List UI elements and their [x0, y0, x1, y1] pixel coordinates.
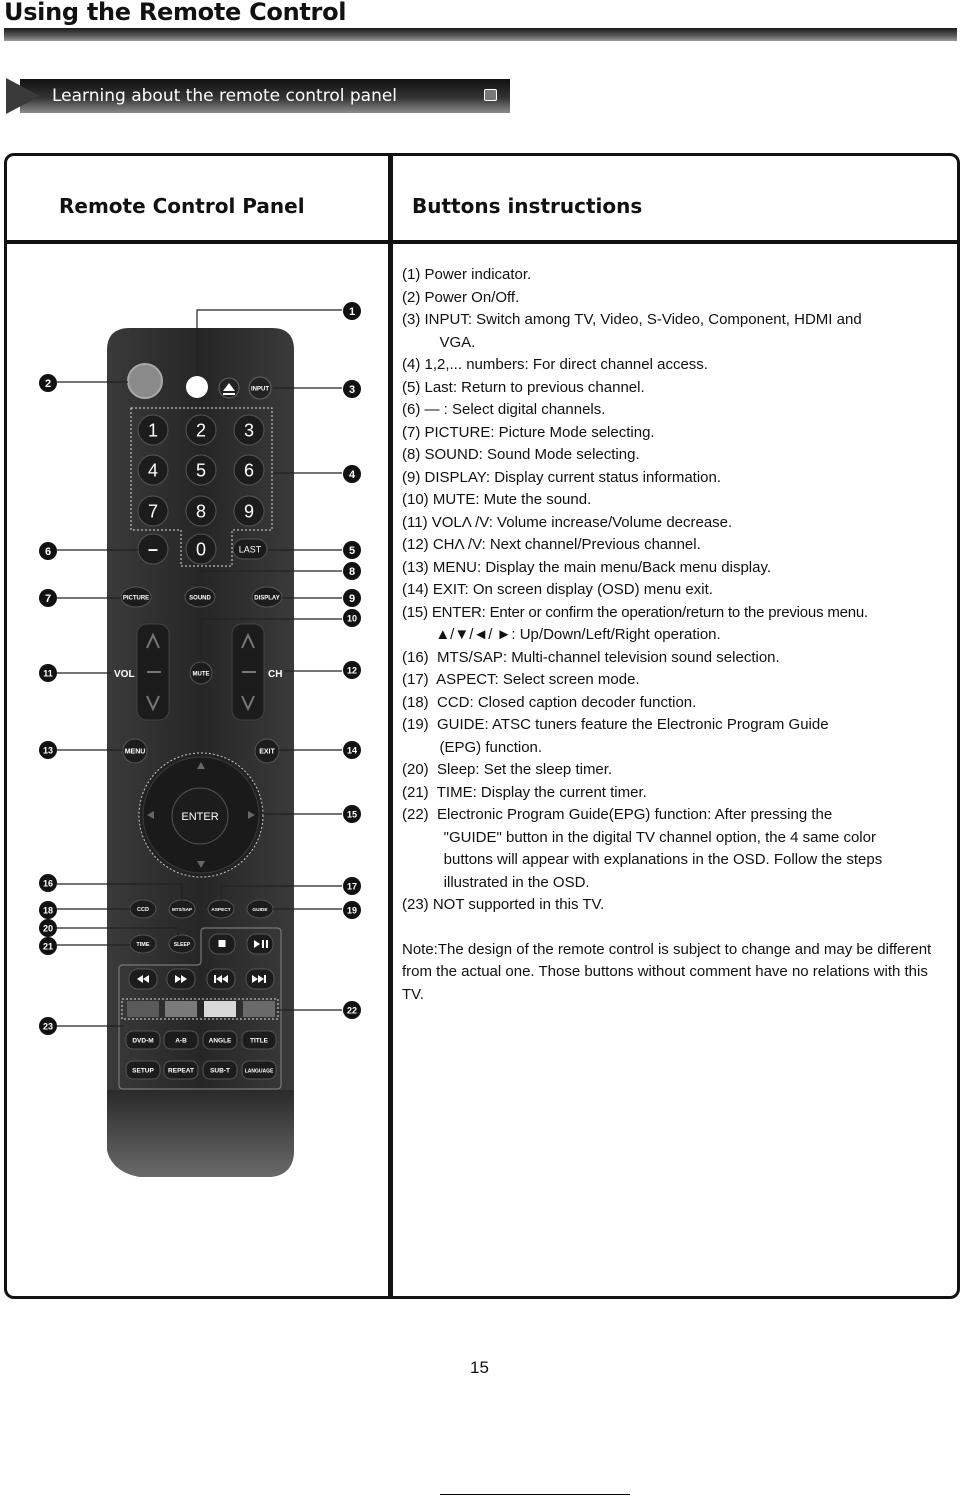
callout-number: 2: [44, 378, 52, 390]
title-label: TITLE: [249, 1037, 269, 1045]
callout-number: 23: [42, 1021, 54, 1032]
digit-label: 7: [147, 501, 159, 522]
callout-number: 1: [348, 306, 356, 318]
enter-button-label: ENTER: [181, 811, 219, 823]
digit-label: 1: [147, 420, 159, 441]
instruction-line: (12) CHΛ /V: Next channel/Previous channel.: [402, 536, 701, 553]
language-label: LANGUAGE: [244, 1068, 274, 1075]
instruction-line: ▲/▼/◄/ ►: Up/Down/Left/Right operation.: [402, 626, 721, 643]
power-indicator: [186, 376, 208, 398]
right-column-header: Buttons instructions: [412, 194, 643, 218]
digit-label: 8: [195, 501, 207, 522]
setup-label: SETUP: [132, 1067, 154, 1075]
instruction-line: (3) INPUT: Switch among TV, Video, S-Video, Component, HDMI and: [402, 311, 862, 328]
instruction-line: (10) MUTE: Mute the sound.: [402, 491, 592, 508]
button-instructions: [402, 264, 952, 1006]
callout-number: 11: [43, 668, 53, 679]
digit-label: 2: [195, 420, 207, 441]
menu-button-label: MENU: [124, 748, 146, 756]
instruction-line: (EPG) function.: [402, 738, 543, 756]
zero-label: 0: [195, 539, 207, 560]
callout-number: 22: [346, 1005, 358, 1016]
ccd-button-label: CCD: [137, 907, 149, 913]
instruction-line: "GUIDE" button in the digital TV channel option, the 4 same color: [402, 828, 876, 846]
mode-buttons: [121, 587, 282, 607]
repeat-label: REPEAT: [168, 1067, 194, 1075]
instruction-line: (6) — : Select digital channels.: [402, 401, 606, 418]
callout-number: 3: [348, 384, 356, 396]
footer-rule: [440, 1494, 630, 1495]
digit-label: 9: [243, 501, 255, 522]
instruction-line: (18) CCD: Closed caption decoder function.: [402, 693, 697, 711]
instruction-line: (19) GUIDE: ATSC tuners feature the Electronic Program Guide: [402, 716, 829, 733]
instruction-line: (20) Sleep: Set the sleep timer.: [402, 761, 613, 778]
instruction-line: (22) Electronic Program Guide(EPG) function: After pressing the: [402, 806, 833, 823]
instruction-line: (11) VOLΛ /V: Volume increase/Volume decrease.: [402, 513, 733, 531]
ch-label: CH: [268, 669, 283, 680]
instruction-line: (2) Power On/Off.: [402, 288, 520, 306]
callout-number: 15: [346, 809, 358, 820]
callout-number: 7: [44, 593, 52, 605]
instruction-line: (14) EXIT: On screen display (OSD) menu exit.: [402, 581, 713, 598]
instruction-line: illustrated in the OSD.: [402, 873, 590, 891]
callout-number: 6: [44, 546, 52, 558]
callout-number: 13: [42, 745, 54, 756]
last-button-label: LAST: [238, 544, 262, 555]
instruction-line: (1) Power indicator.: [402, 266, 532, 283]
instruction-line: VGA.: [402, 333, 476, 351]
color-button-blue: [243, 1001, 275, 1017]
display-button-label: DISPLAY: [254, 595, 280, 602]
instruction-line: (4) 1,2,... numbers: For direct channel access.: [402, 356, 708, 373]
design-note: Note:The design of the remote control is subject to change and may be different from the actual one. Those buttons without comment have no relations with this TV.: [402, 940, 932, 1003]
instruction-line: (8) SOUND: Sound Mode selecting.: [402, 446, 640, 463]
page-title: Using the Remote Control: [4, 0, 347, 26]
mute-button-label: MUTE: [192, 671, 210, 678]
instruction-line: (7) PICTURE: Picture Mode selecting.: [402, 423, 655, 441]
callout-number: 17: [346, 881, 358, 892]
picture-button-label: PICTURE: [122, 595, 150, 602]
callout-number: 18: [42, 905, 54, 916]
instruction-line: (13) MENU: Display the main menu/Back menu display.: [402, 558, 772, 576]
instruction-line: (23) NOT supported in this TV.: [402, 896, 605, 913]
dash-label: –: [147, 539, 159, 559]
aspect-button-label: ASPECT: [211, 908, 231, 913]
digit-label: 6: [243, 460, 255, 481]
callout-number: 16: [42, 878, 54, 889]
input-button-label: INPUT: [251, 386, 269, 393]
angle-label: ANGLE: [208, 1037, 232, 1045]
left-column-header: Remote Control Panel: [59, 194, 305, 218]
callout-number: 8: [348, 566, 356, 578]
time-button-label: TIME: [136, 942, 150, 948]
section-banner-label: Learning about the remote control panel: [52, 86, 398, 106]
exit-button-label: EXIT: [259, 748, 275, 756]
guide-button-label: GUIDE: [252, 908, 268, 913]
sound-button-label: SOUND: [189, 595, 211, 602]
callout-number: 10: [346, 613, 358, 624]
digit-label: 4: [147, 460, 159, 481]
callout-number: 21: [42, 941, 54, 952]
remote-body-bottom: [107, 1090, 294, 1177]
instruction-line: (15) ENTER: Enter or confirm the operation/return to the previous menu.: [402, 603, 869, 621]
callout-number: 4: [348, 469, 356, 481]
stop-icon: [219, 940, 226, 947]
page-number: 15: [470, 1358, 489, 1377]
color-button-green: [165, 1001, 197, 1017]
sleep-button-label: SLEEP: [173, 942, 191, 948]
mts-sap-button-label: MTS/SAP: [171, 907, 193, 912]
callout-number: 20: [42, 923, 54, 934]
callout-number: 19: [346, 905, 358, 916]
callout-number: 9: [348, 593, 356, 605]
dvd-m-label: DVD-M: [132, 1037, 154, 1045]
instruction-line: (5) Last: Return to previous channel.: [402, 378, 645, 396]
instruction-line: (9) DISPLAY: Display current status information.: [402, 468, 722, 486]
color-button-red: [127, 1001, 159, 1017]
digit-label: 5: [195, 460, 207, 481]
digit-label: 3: [243, 420, 255, 441]
a-b-label: A-B: [175, 1037, 187, 1045]
instruction-line: buttons will appear with explanations in the OSD. Follow the steps: [402, 851, 883, 868]
callout-number: 14: [346, 745, 358, 756]
instruction-line: (21) TIME: Display the current timer.: [402, 783, 647, 801]
callout-number: 5: [348, 545, 356, 557]
sub-t-label: SUB-T: [210, 1067, 230, 1075]
instruction-line: (17) ASPECT: Select screen mode.: [402, 671, 640, 688]
vol-label: VOL: [114, 669, 135, 680]
instruction-line: (16) MTS/SAP: Multi-channel television sound selection.: [402, 648, 780, 666]
power-button: [128, 364, 162, 398]
callout-number: 12: [346, 665, 358, 676]
color-button-yellow: [204, 1001, 236, 1017]
